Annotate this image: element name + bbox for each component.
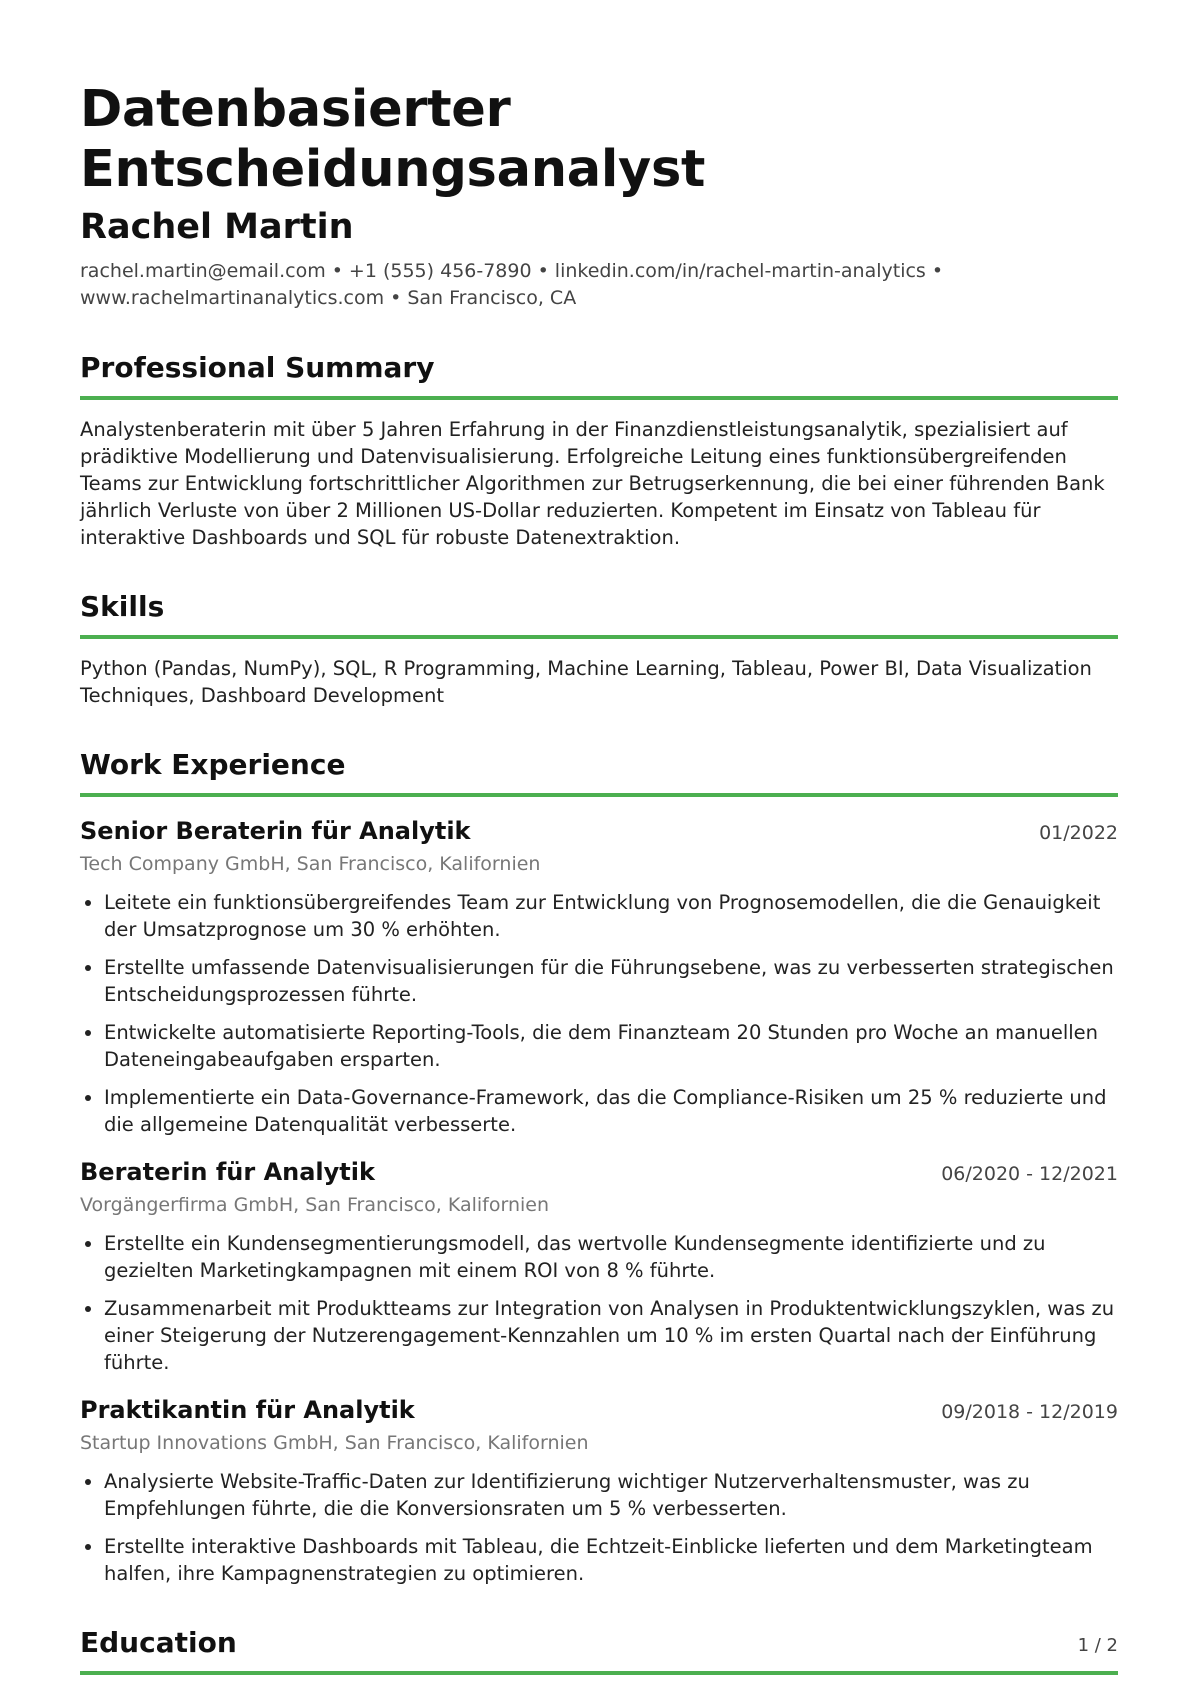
education-section (80, 1625, 1118, 1675)
job-bullet: • Erstellte interaktive Dashboards mit Tableau, die Echtzeit-Einblicke lieferten und dem Marketingteam halfen, ihre Kampagnenstrategien zu optimieren. (104, 1533, 1118, 1587)
job-company: Tech Company GmbH, San Francisco, Kalifornien (80, 853, 541, 875)
skills-section (80, 589, 1118, 709)
job-company: Vorgängerfirma GmbH, San Francisco, Kalifornien (80, 1194, 549, 1216)
contact-website[interactable]: www.rachelmartinanalytics.com (80, 287, 385, 309)
skills-text: Python (Pandas, NumPy), SQL, R Programming, Machine Learning, Tableau, Power BI, Data Visualization Techniques, Dashboard Development (80, 657, 1092, 707)
summary-heading: Professional Summary (80, 350, 1118, 400)
job-company: Startup Innovations GmbH, San Francisco, Kalifornien (80, 1432, 589, 1454)
job-bullet: • Analysierte Website-Traffic-Daten zur Identifizierung wichtiger Nutzerverhaltensmuster, was zu Empfehlungen führte, die die Konversionsraten um 5 % verbesserten. (104, 1468, 1118, 1522)
resume-page (80, 80, 1118, 1675)
job-header (80, 815, 1118, 847)
skills-heading: Skills (80, 589, 1118, 639)
summary-section (80, 350, 1118, 551)
job-role: Beraterin für Analytik (80, 1158, 375, 1186)
job-date: 09/2018 - 12/2019 (941, 1401, 1118, 1423)
page-number: 1 / 2 (1077, 1635, 1118, 1656)
job-bullet: • Entwickelte automatisierte Reporting-Tools, die dem Finanzteam 20 Stunden pro Woche an manuellen Dateneingabeaufgaben ersparten. (104, 1019, 1118, 1073)
job-entry (80, 815, 1118, 1138)
job-role: Praktikantin für Analytik (80, 1396, 415, 1424)
resume-title: Datenbasierter Entscheidungsanalyst (80, 80, 706, 199)
contact-separator: • (331, 260, 343, 282)
contact-separator: • (537, 260, 549, 282)
job-bullet: • Erstellte umfassende Datenvisualisierungen für die Führungsebene, was zu verbesserten strategischen Entscheidungsprozessen führte. (104, 954, 1118, 1008)
job-bullet: • Erstellte ein Kundensegmentierungsmodell, das wertvolle Kundensegmente identifizierte und zu gezielten Marketingkampagnen mit einem ROI von 8 % führte. (104, 1230, 1118, 1284)
contact-line (80, 258, 1118, 312)
contact-location: San Francisco, CA (407, 287, 577, 309)
experience-heading: Work Experience (80, 747, 1118, 797)
job-date: 01/2022 (1039, 822, 1118, 844)
job-bullets (80, 1468, 1118, 1587)
job-bullet: • Implementierte ein Data-Governance-Framework, das die Compliance-Risiken um 25 % reduzierte und die allgemeine Datenqualität verbesserte. (104, 1084, 1118, 1138)
job-bullets (80, 1230, 1118, 1376)
experience-section (80, 747, 1118, 1587)
contact-phone[interactable]: +1 (555) 456-7890 (348, 260, 532, 282)
contact-email[interactable]: rachel.martin@email.com (80, 260, 326, 282)
job-role: Senior Beraterin für Analytik (80, 817, 471, 845)
contact-linkedin[interactable]: linkedin.com/in/rachel-martin-analytics (554, 260, 926, 282)
job-entry (80, 1394, 1118, 1587)
job-bullet: • Zusammenarbeit mit Produktteams zur Integration von Analysen in Produktentwicklungszyklen, was zu einer Steigerung der Nutzerengagement-Kennzahlen um 10 % im ersten Quartal nach der Einführung führte. (104, 1295, 1118, 1376)
job-bullet: • Leitete ein funktionsübergreifendes Team zur Entwicklung von Prognosemodellen, die die Genauigkeit der Umsatzprognose um 30 % erhöhten. (104, 889, 1118, 943)
contact-separator: • (390, 287, 402, 309)
summary-text: Analystenberaterin mit über 5 Jahren Erfahrung in der Finanzdienstleistungsanalytik, spezialisiert auf prädiktive Modellierung und Datenvisualisierung. Erfolgreiche Leitung eines funktionsübergreifenden Teams zur Entwicklung fortschrittlicher Algorithmen zur Betrugserkennung, die bei einer führenden Bank jährlich Verluste von über 2 Millionen US-Dollar reduzierten. Kompetent im Einsatz von Tableau für interaktive Dashboards und SQL für robuste Datenextraktion. (80, 418, 1105, 549)
education-heading: Education (80, 1625, 1118, 1675)
candidate-name: Rachel Martin (80, 207, 354, 247)
job-entry (80, 1156, 1118, 1376)
contact-separator: • (931, 260, 944, 282)
job-bullets (80, 889, 1118, 1138)
job-header (80, 1156, 1118, 1188)
job-header (80, 1394, 1118, 1426)
job-date: 06/2020 - 12/2021 (941, 1163, 1118, 1185)
